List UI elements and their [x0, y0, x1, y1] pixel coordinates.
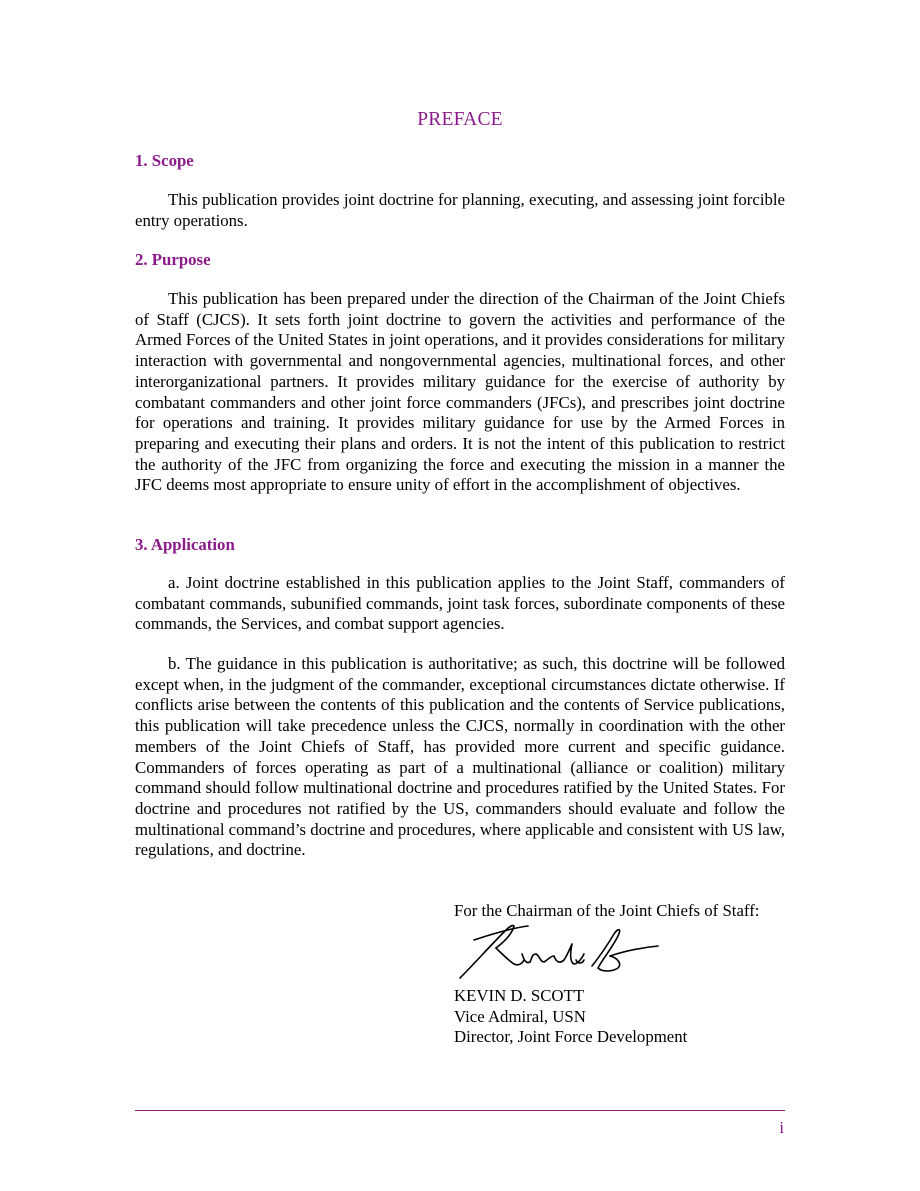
signer-name: KEVIN D. SCOTT: [454, 986, 585, 1005]
scope-heading: [135, 151, 785, 172]
application-heading-text: 3. Application: [135, 535, 235, 554]
application-paragraph-b: [135, 654, 785, 861]
purpose-paragraph: [135, 289, 785, 496]
purpose-heading-text: 2. Purpose: [135, 250, 211, 269]
scope-heading-text: 1. Scope: [135, 151, 194, 170]
signature-icon: [452, 920, 667, 982]
scope-text: This publication provides joint doctrine for planning, executing, and assessing joint forcible entry operations.: [135, 190, 785, 230]
purpose-heading: [135, 250, 785, 271]
page-number: i: [779, 1118, 784, 1137]
footer-divider: [135, 1110, 785, 1111]
application-text-a: a. Joint doctrine established in this publication applies to the Joint Staff, commanders of combatant commands, subunified commands, joint task forces, subordinate components of these commands, the Services, and combat support agencies.: [135, 573, 785, 634]
scope-paragraph: [135, 190, 785, 231]
signature-for-line: [454, 901, 794, 922]
signer-rank: Vice Admiral, USN: [454, 1006, 586, 1026]
purpose-text: This publication has been prepared under the direction of the Chairman of the Joint Chiefs of Staff (CJCS). It sets forth joint doctrine to govern the activities and performance of the Armed Forces of the United States in joint operations, and it provides considerations for military interaction with governmental and nongovernmental agencies, multinational forces, and other interorganizational partners. It provides military guidance for the exercise of authority by combatant commanders and other joint force commanders (JFCs), and prescribes joint doctrine for operations and training. It provides military guidance for use by the Armed Forces in preparing and executing their plans and orders. It is not the intent of this publication to restrict the authority of the JFC from organizing the force and executing the mission in a manner the JFC deems most appropriate to ensure unity of effort in the accomplishment of objectives.: [135, 289, 785, 495]
signer-position: Director, Joint Force Development: [454, 1027, 688, 1047]
application-heading: [135, 535, 785, 556]
signature-names: [454, 986, 794, 1048]
page-title: PREFACE: [417, 109, 503, 130]
for-chairman-text: For the Chairman of the Joint Chiefs of Staff:: [454, 901, 760, 920]
application-paragraph-a: [135, 573, 785, 635]
application-text-b: b. The guidance in this publication is authoritative; as such, this doctrine will be followed except when, in the judgment of the commander, exceptional circumstances dictate otherwise. If conflicts arise between the contents of this publication and the contents of Service publications, this publication will take precedence unless the CJCS, normally in coordination with the other members of the Joint Chiefs of Staff, has provided more current and specific guidance. Commanders of forces operating as part of a multinational (alliance or coalition) military command should follow multinational doctrine and procedures ratified by the United States. For doctrine and procedures not ratified by the US, commanders should evaluate and follow the multinational command’s doctrine and procedures, where applicable and consistent with US law, regulations, and doctrine.: [135, 654, 785, 860]
